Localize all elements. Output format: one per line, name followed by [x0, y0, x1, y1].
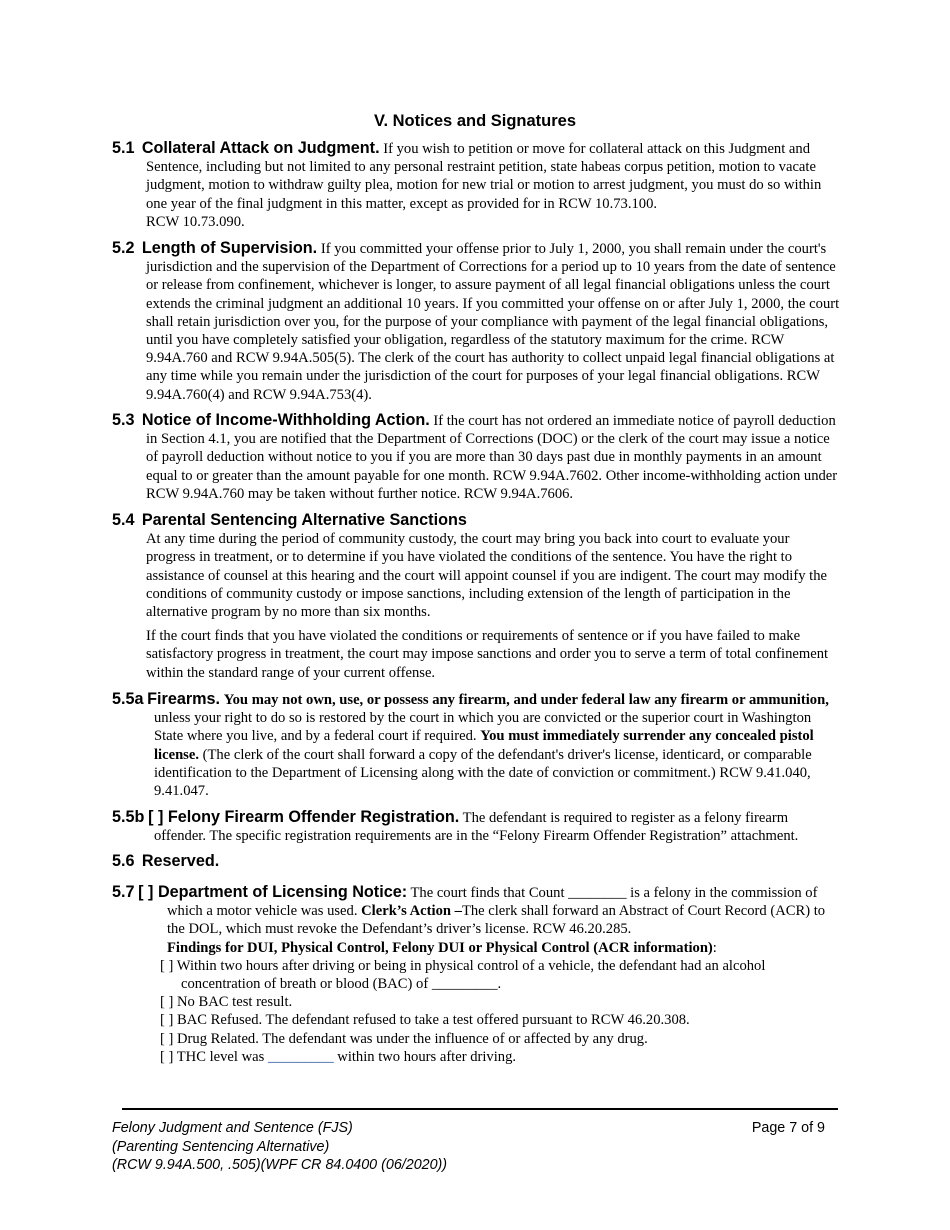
section-5-5b — [112, 808, 842, 845]
thc-label: [ ] THC level was — [160, 1048, 268, 1065]
findings-colon: : — [712, 939, 717, 956]
thc-suffix: within two hours after driving. — [333, 1048, 517, 1065]
section-title: [ ] Department of Licensing Notice: — [138, 883, 408, 901]
section-5-6 — [112, 852, 842, 871]
section-number: 5.6 — [112, 852, 135, 870]
section-citation: RCW 10.73.090. — [146, 213, 245, 230]
section-text: unless your right to do so is restored by the court in which you are convicted or the superior court in Washington State where you live, and by a federal court if required. — [154, 710, 812, 745]
section-5-1 — [112, 139, 842, 231]
finding-item-drug-related: [ ] Drug Related. The defendant was under the influence of or affected by any drug. — [160, 1030, 648, 1047]
section-number: 5.7 — [112, 883, 135, 901]
footer — [112, 1119, 447, 1175]
section-text: If you wish to petition or move for collateral attack on this Judgment and Sentence, including but not limited to any personal restraint petition, state habeas corpus petition, motion to vacate judgment, motion to withdraw guilty plea, motion for new trial or motion to arrest judgment, you must do so within one year of the final judgment in this matter, except as provided for in RCW 10.73.100. — [146, 141, 822, 212]
section-title: Firearms. — [147, 690, 221, 708]
section-5-2 — [112, 239, 842, 404]
footer-line-1: Felony Judgment and Sentence (FJS) — [112, 1120, 353, 1136]
footer-divider — [122, 1108, 838, 1110]
section-number: 5.2 — [112, 239, 135, 257]
footer-line-3: (RCW 9.94A.500, .505)(WPF CR 84.0400 (06/2020)) — [112, 1157, 448, 1174]
section-number: 5.4 — [112, 511, 135, 529]
section-title: Reserved. — [141, 852, 220, 870]
section-text: The court finds that Count ________ is a felony in the commission of which a motor vehicle was used. — [167, 885, 818, 920]
section-text: (The clerk of the court shall forward a copy of the defendant's driver's license, identicard, or comparable identification to the Department of Licensing along with the date of conviction or commitment.) RCW 9.41.040, 9.41.047. — [154, 746, 812, 800]
findings-label: Findings for DUI, Physical Control, Felony DUI or Physical Control (ACR information) — [167, 939, 713, 956]
section-text: The clerk shall forward an Abstract of Court Record (ACR) to the DOL, which must revoke the Defendant’s driver’s license. RCW 46.20.285. — [167, 903, 826, 938]
thc-blank: _________ — [267, 1048, 334, 1065]
section-title: Length of Supervision. — [141, 239, 318, 257]
section-number: 5.5a — [112, 690, 144, 708]
section-title: Parental Sentencing Alternative Sanctions — [141, 511, 467, 529]
clerks-action-label: Clerk’s Action – — [361, 903, 462, 920]
finding-item-no-bac: [ ] No BAC test result. — [160, 994, 293, 1011]
section-number: 5.1 — [112, 139, 135, 157]
page-number: Page 7 of 9 — [751, 1120, 825, 1136]
section-title: Notice of Income-Withholding Action. — [141, 411, 430, 429]
section-text: If the court has not ordered an immediate notice of payroll deduction in Section 4.1, you are notified that the Department of Corrections (DOC) or the clerk of the court may issue a notice of payroll deduction without notice to you if you are more than 30 days past due in monthly payments in an amount equal to or greater than the amount payable for one month. RCW 9.94A.7602. Other income-withholding action under RCW 9.94A.760 may be taken without further notice. RCW 9.94A.7606. — [146, 413, 838, 502]
section-paragraph: At any time during the period of community custody, the court may bring you back into court to evaluate your progress in treatment, or to determine if you have violated the conditions of the sentence. You have the right to assistance of counsel at this hearing and the court will appoint counsel if you are indigent. The court may modify the conditions of community custody or impose sanctions, including extension of the length of participation in the alternative program by no more than six months. — [146, 531, 827, 621]
finding-item-thc — [160, 1048, 842, 1066]
section-number: 5.3 — [112, 411, 135, 429]
section-5-5a — [112, 690, 842, 800]
pistol-license-warning: You must immediately surrender any concealed pistol license. — [154, 728, 814, 763]
firearm-warning: You may not own, use, or possess any firearm, and under federal law any firearm or ammunition, — [223, 692, 829, 708]
findings-list — [160, 957, 842, 1066]
finding-item-bac-refused: [ ] BAC Refused. The defendant refused to take a test offered pursuant to RCW 46.20.308. — [160, 1012, 690, 1029]
section-title: Collateral Attack on Judgment. — [141, 139, 380, 157]
footer-line-2: (Parenting Sentencing Alternative) — [112, 1138, 330, 1155]
section-text: If you committed your offense prior to July 1, 2000, you shall remain under the court's jurisdiction and the supervision of the Department of Corrections for a period up to 10 years from the date of sentence or release from confinement, whichever is longer, to assure payment of all legal financial obligations unless the court extends the criminal judgment an additional 10 years. If you committed your offense on or after July 1, 2000, the court shall retain jurisdiction over you, for the purpose of your compliance with payment of the legal financial obligations, until you have completely satisfied your obligation, regardless of the statutory maximum for the crime. RCW 9.94A.760 and RCW 9.94A.505(5). The clerk of the court has authority to collect unpaid legal financial obligations at any time while you remain under the jurisdiction of the court for purposes of your legal financial obligations. RCW 9.94A.760(4) and RCW 9.94A.753(4). — [146, 241, 840, 403]
section-title: [ ] Felony Firearm Offender Registration. — [148, 808, 460, 826]
section-text: The defendant is required to register as a felony firearm offender. The specific registration requirements are in the “Felony Firearm Offender Registration” attachment. — [154, 810, 799, 845]
section-number: 5.5b — [112, 808, 145, 826]
section-5-3 — [112, 411, 842, 503]
section-heading: V. Notices and Signatures — [373, 112, 577, 130]
section-paragraph: If the court finds that you have violated the conditions or requirements of sentence or if you have failed to make satisfactory progress in treatment, the court may impose sanctions and order you to serve a term of total confinement within the standard range of your current offense. — [146, 628, 829, 681]
section-5-4 — [112, 511, 842, 688]
section-5-7 — [112, 883, 842, 1066]
finding-item-bac: [ ] Within two hours after driving or being in physical control of a vehicle, the defendant had an alcohol concentration of breath or blood (BAC) of _________. — [160, 957, 766, 993]
